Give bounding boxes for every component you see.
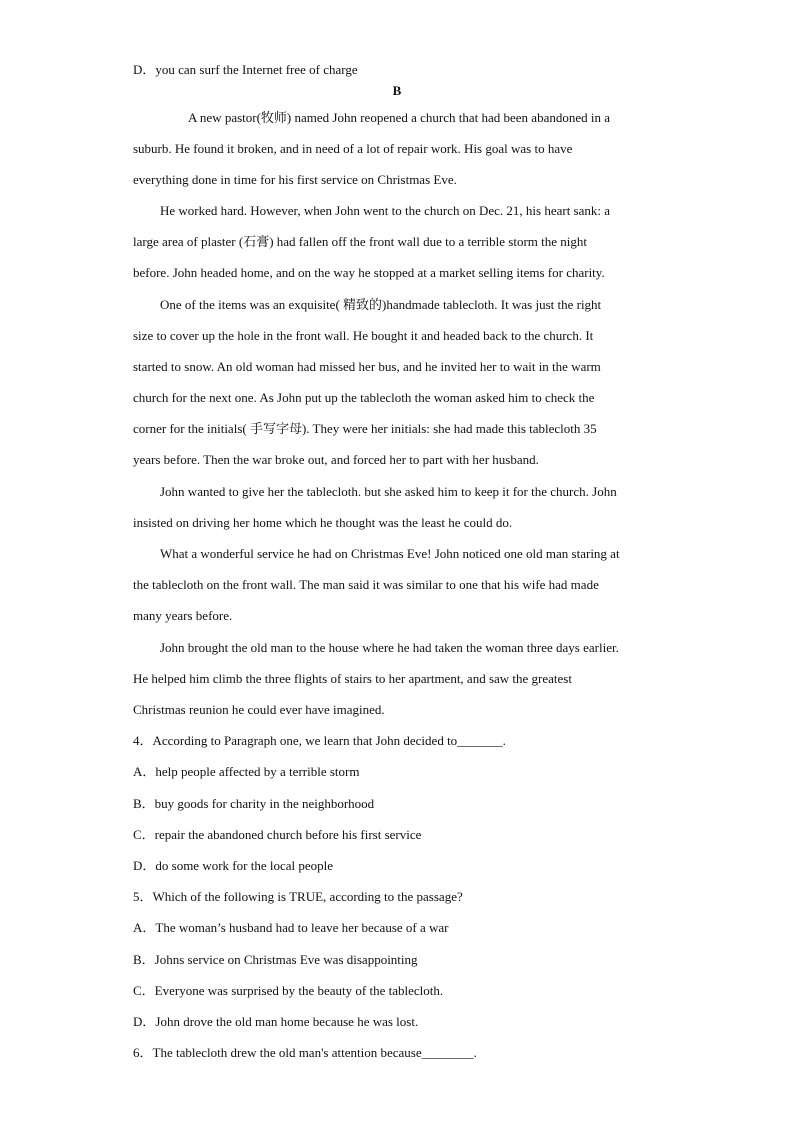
question-5: 5．Which of the following is TRUE, according to the passage? [133,889,463,904]
passage-line: Christmas reunion he could ever have imagined. [133,702,385,717]
section-heading: B [392,83,402,98]
passage-line: years before. Then the war broke out, and forced her to part with her husband. [133,452,539,467]
passage-line: A new pastor(牧师) named John reopened a church that had been abandoned in a [188,110,610,125]
passage-line: the tablecloth on the front wall. The man said it was similar to one that his wife had made [133,577,599,592]
passage-line: corner for the initials( 手写字母). They were her initials: she had made this tablecloth 35 [133,421,597,436]
passage-line: many years before. [133,608,233,623]
passage-line: suburb. He found it broken, and in need of a lot of repair work. His goal was to have [133,141,573,156]
question-4: 4．According to Paragraph one, we learn that John decided to_______. [133,733,506,748]
passage-line: He helped him climb the three flights of stairs to her apartment, and saw the greatest [133,671,572,686]
question-5-option-c: C．Everyone was surprised by the beauty of the tablecloth. [133,983,444,998]
passage-line: John brought the old man to the house where he had taken the woman three days earlier. [160,640,619,655]
passage-line: What a wonderful service he had on Christmas Eve! John noticed one old man staring at [160,546,620,561]
question-5-option-b: B．Johns service on Christmas Eve was disappointing [133,952,418,967]
passage-line: John wanted to give her the tablecloth. but she asked him to keep it for the church. John [160,484,617,499]
passage-line: size to cover up the hole in the front wall. He bought it and headed back to the church. It [133,328,594,343]
passage-line: He worked hard. However, when John went to the church on Dec. 21, his heart sank: a [160,203,611,218]
passage-line: started to snow. An old woman had missed her bus, and he invited her to wait in the warm [133,359,601,374]
question-4-option-a: A．help people affected by a terrible storm [133,764,360,779]
passage-line: One of the items was an exquisite( 精致的)handmade tablecloth. It was just the right [160,297,602,312]
question-6: 6．The tablecloth drew the old man's attention because________. [133,1045,477,1060]
question-4-option-b: B．buy goods for charity in the neighborhood [133,796,375,811]
passage-line: insisted on driving her home which he thought was the least he could do. [133,515,513,530]
question-4-option-d: D．do some work for the local people [133,858,334,873]
passage-line: everything done in time for his first service on Christmas Eve. [133,172,457,187]
passage-line: large area of plaster (石膏) had fallen off the front wall due to a terrible storm the night [133,234,587,249]
previous-option-d: D．you can surf the Internet free of charge [133,62,358,77]
passage-line: church for the next one. As John put up the tablecloth the woman asked him to check the [133,390,595,405]
question-5-option-d: D．John drove the old man home because he was lost. [133,1014,419,1029]
question-4-option-c: C．repair the abandoned church before his first service [133,827,422,842]
passage-line: before. John headed home, and on the way he stopped at a market selling items for charity. [133,265,605,280]
question-5-option-a: A．The woman’s husband had to leave her because of a war [133,920,449,935]
